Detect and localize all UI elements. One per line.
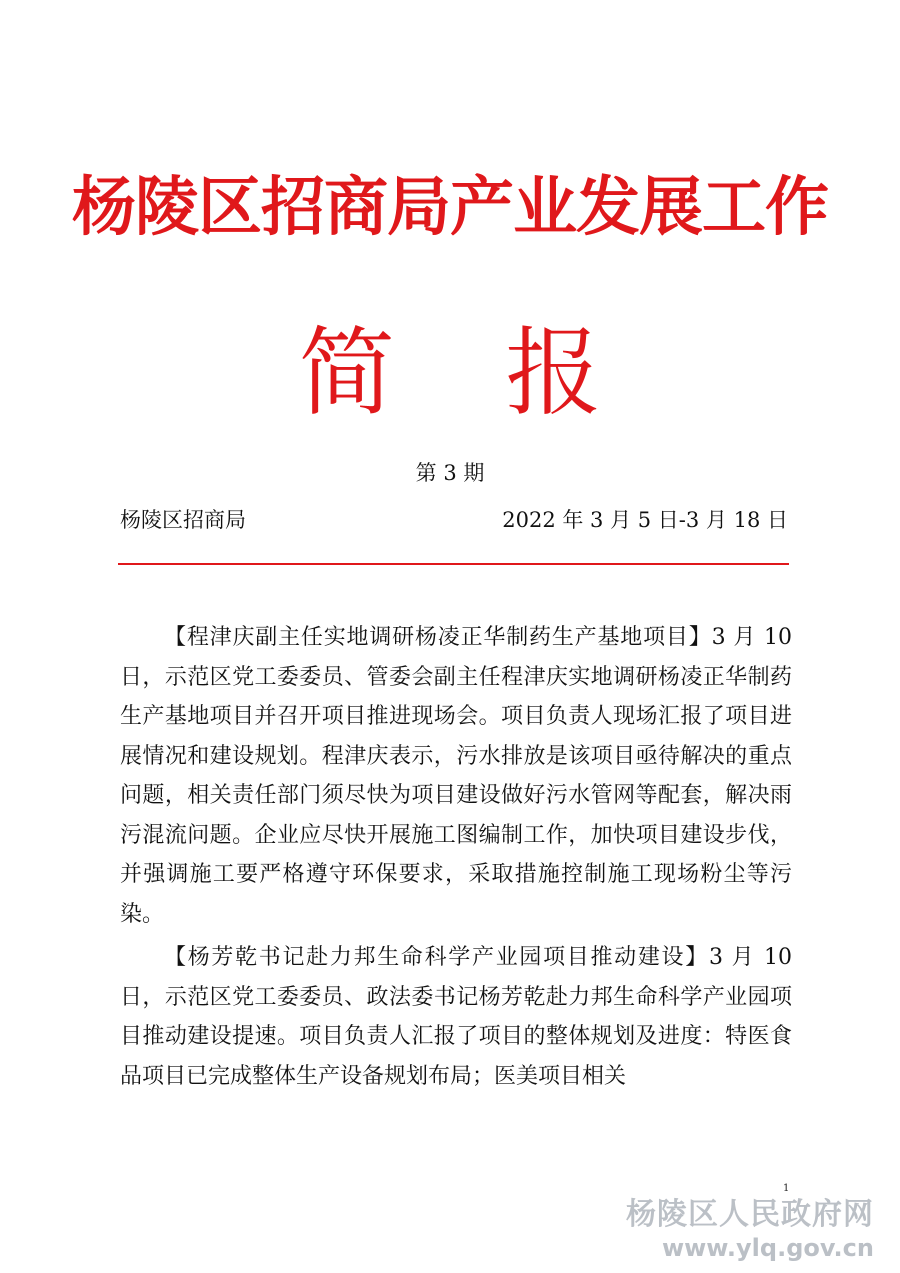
red-divider: [118, 563, 789, 565]
article-paragraph: [120, 618, 792, 934]
article-body: 3 月 10 日，示范区党工委委员、政法委书记杨芳乾赴力邦生命科学产业园项目推动建设提速。项目负责人汇报了项目的整体规划及进度：特医食品项目已完成整体生产设备规划布局；医美项目相关: [120, 945, 792, 1089]
masthead-subtitle: 简 报: [298, 317, 642, 429]
article-paragraph: [120, 938, 792, 1096]
watermark-site-name: 杨陵区人民政府网: [626, 1197, 874, 1232]
site-watermark: [626, 1197, 874, 1263]
report-period: 2022 年 3 月 5 日-3 月 18 日: [502, 508, 788, 532]
article-heading: 【杨芳乾书记赴力邦生命科学产业园项目推动建设】: [164, 945, 709, 970]
article-heading: 【程津庆副主任实地调研杨凌正华制药生产基地项目】: [164, 625, 712, 650]
watermark-url: www.ylq.gov.cn: [661, 1234, 874, 1262]
document-body: [120, 618, 792, 1100]
masthead-title: 杨陵区招商局产业发展工作: [72, 171, 828, 245]
issue-number: 第 3 期: [415, 461, 485, 485]
article-body: 3 月 10 日，示范区党工委委员、管委会副主任程津庆实地调研杨凌正华制药生产基地项目并召开项目推进现场会。项目负责人现场汇报了项目进展情况和建设规划。程津庆表示，污水排放是该项目亟待解决的重点问题，相关责任部门须尽快为项目建设做好污水管网等配套，解决雨污混流问题。企业应尽快开展施工图编制工作，加快项目建设步伐，并强调施工要严格遵守环保要求，采取措施控制施工现场粉尘等污染。: [120, 625, 792, 927]
issuer: 杨陵区招商局: [120, 508, 246, 532]
page-number: 1: [783, 1183, 790, 1194]
